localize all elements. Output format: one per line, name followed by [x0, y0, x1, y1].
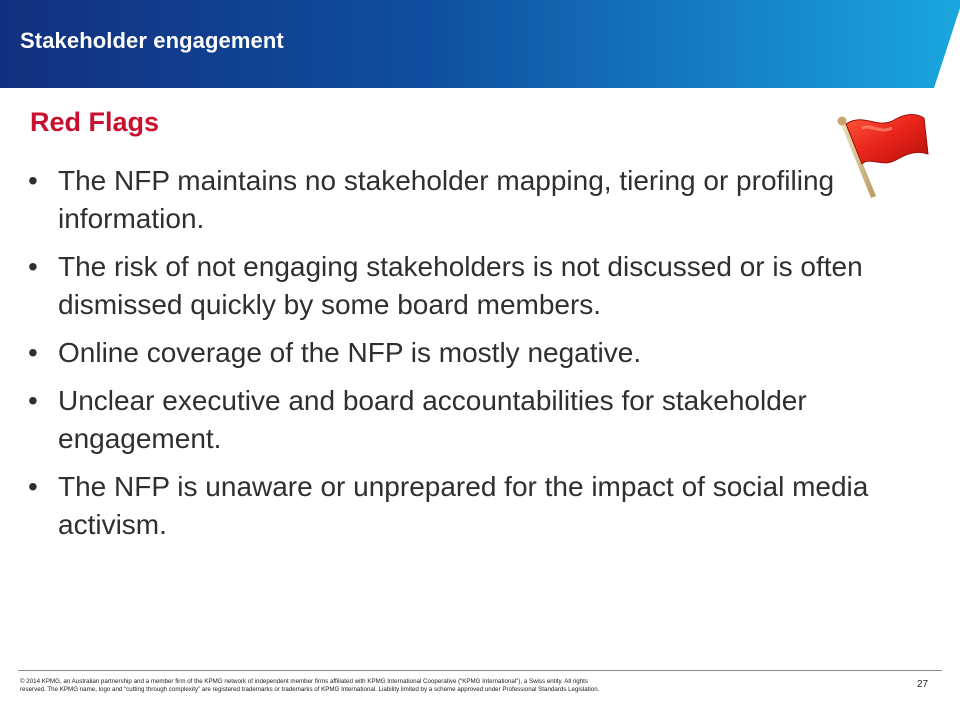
section-heading: Red Flags — [30, 107, 160, 137]
bullet-item — [28, 334, 928, 372]
bullet-item — [28, 248, 928, 324]
copyright-notice: © 2014 KPMG, an Australian partnership and a member firm of the KPMG network of independent member firms affiliated with KPMG International Cooperative (“KPMG International”), a Swiss entity. All rights reserved. The KPMG name, logo and “cutting through complexity” are registered trademarks or trademarks of KPMG International. Liability limited by a scheme approved under Professional Standards Legislation. — [20, 678, 600, 693]
bullet-text: The NFP maintains no stakeholder mapping, tiering or profiling information. — [58, 165, 835, 234]
bullet-marker: • — [28, 385, 38, 416]
bullet-item — [28, 162, 848, 238]
bullet-text: The NFP is unaware or unprepared for the impact of social media activism. — [58, 471, 869, 540]
bullet-text: Unclear executive and board accountabilities for stakeholder engagement. — [58, 385, 807, 454]
bullet-item — [28, 382, 928, 458]
bullet-text: The risk of not engaging stakeholders is not discussed or is often dismissed quickly by some board members. — [58, 251, 863, 320]
bullet-marker: • — [28, 165, 38, 196]
bullet-marker: • — [28, 471, 38, 502]
bullet-item — [28, 468, 928, 544]
bullet-marker: • — [28, 251, 38, 282]
footer-divider — [18, 670, 942, 671]
page-number: 27 — [917, 679, 929, 690]
bullet-marker: • — [28, 337, 38, 368]
bullet-text: Online coverage of the NFP is mostly negative. — [58, 337, 642, 368]
slide-title: Stakeholder engagement — [20, 28, 284, 53]
bullet-list — [28, 162, 928, 554]
